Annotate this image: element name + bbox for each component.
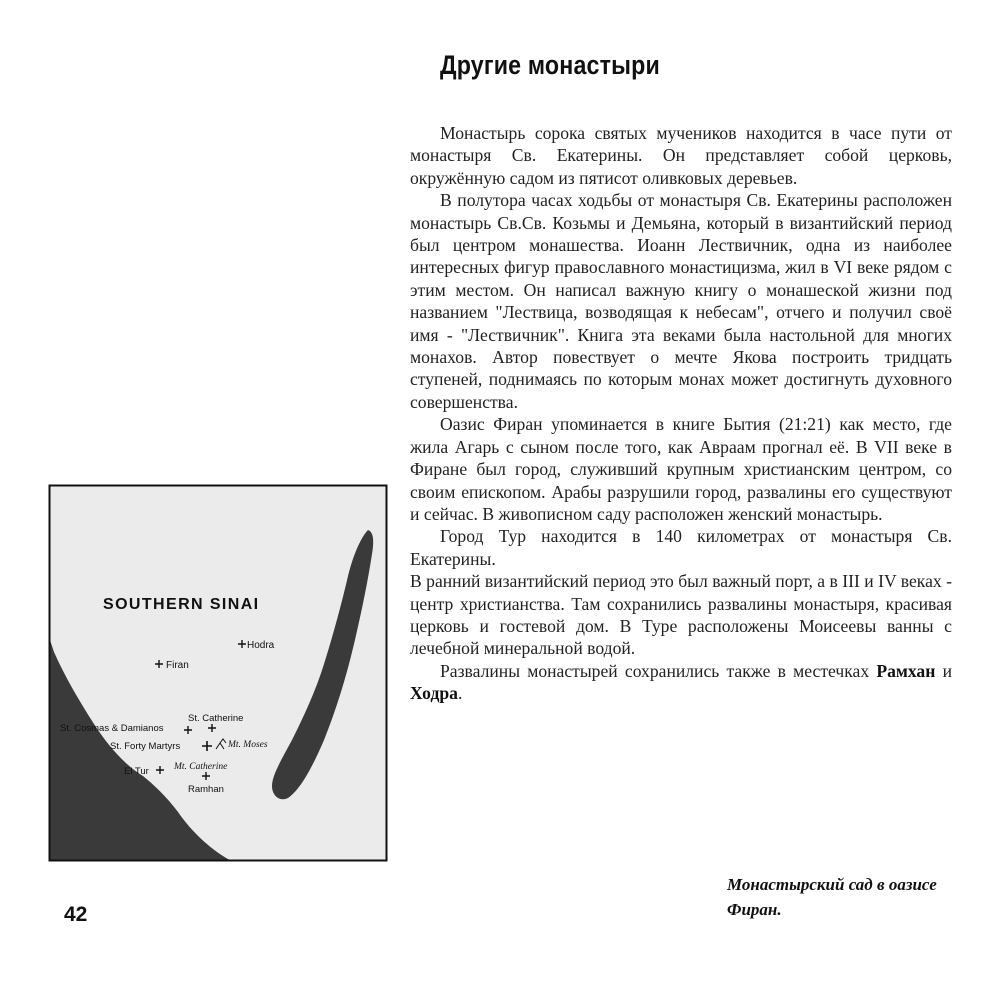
label-ramhan: Ramhan	[188, 784, 224, 795]
map-svg	[48, 484, 388, 862]
paragraph-cosmas-damian: В полутора часах ходьбы от монастыря Св. Екатерины расположен монастырь Св.Св. Козьмы и Демьяна, который в византийский период был центром монашества. Иоанн Лествичник, одна из наиболее интересных фигур православного монастицизма, жил в VI веке рядом с этим местом. Он написал важную книгу о монашеской жизни под названием "Лествица, возводящая к небесам", отчего и получил своё имя - "Лествичник". Книга эта веками была настольной для многих монахов. Автор повествует о мечте Якова построить тридцать ступеней, поднимаясь по которым монах может достигнуть духовного совершенства.	[410, 190, 952, 412]
page-number: 42	[64, 903, 88, 926]
southern-sinai-map	[48, 484, 388, 862]
paragraph-ramhan-hodra	[410, 660, 952, 705]
place-hodra: Ходра	[410, 683, 458, 704]
map-title: SOUTHERN SINAI	[103, 596, 260, 613]
page-title: Другие монастыри	[440, 50, 660, 80]
paragraph-forty-martyrs: Монастырь сорока святых мучеников находится в часе пути от монастыря Св. Екатерины. Он представляет собой церковь, окружённую садом из пятисот оливковых деревьев.	[410, 123, 952, 188]
label-mt-catherine: Mt. Catherine	[174, 762, 228, 772]
article-body	[410, 122, 952, 705]
label-hodra: Hodra	[247, 640, 275, 651]
label-mt-moses: Mt. Moses	[228, 740, 268, 750]
label-st-cosmas-damianos: St. Cosmas & Damianos	[60, 723, 164, 734]
photo-caption: Монастырский сад в оазисе Фиран.	[727, 875, 937, 919]
label-el-tur: El Tur	[124, 766, 149, 777]
paragraph-tur-history: В ранний византийский период это был важный порт, а в III и IV веках - центр христианства. Там сохранились развалины монастыря, красивая церковь и гостевой дом. В Туре расположены Моисеевы ванны с лечебной минеральной водой.	[410, 571, 952, 659]
ramhan-hodra-joiner: и	[942, 660, 952, 681]
label-st-forty-martyrs: St. Forty Martyrs	[110, 741, 181, 752]
label-firan: Firan	[166, 660, 189, 671]
paragraph-tur-city: Город Тур находится в 140 километрах от монастыря Св. Екатерины.	[410, 526, 952, 569]
place-ramhan: Рамхан	[876, 660, 936, 681]
paragraph-firan-oasis: Оазис Фиран упоминается в книге Бытия (21:21) как место, где жила Агарь с сыном после того, как Авраам прогнал её. В VII веке в Фиране был город, служивший крупным христианским центром, со своим епископом. Арабы разрушили город, развалины его существуют и сейчас. В живописном саду расположен женский монастырь.	[410, 414, 952, 524]
label-st-catherine: St. Catherine	[188, 713, 244, 724]
ramhan-hodra-start: Развалины монастырей сохранились также в местечках	[440, 660, 870, 681]
ramhan-hodra-end: .	[457, 683, 463, 704]
